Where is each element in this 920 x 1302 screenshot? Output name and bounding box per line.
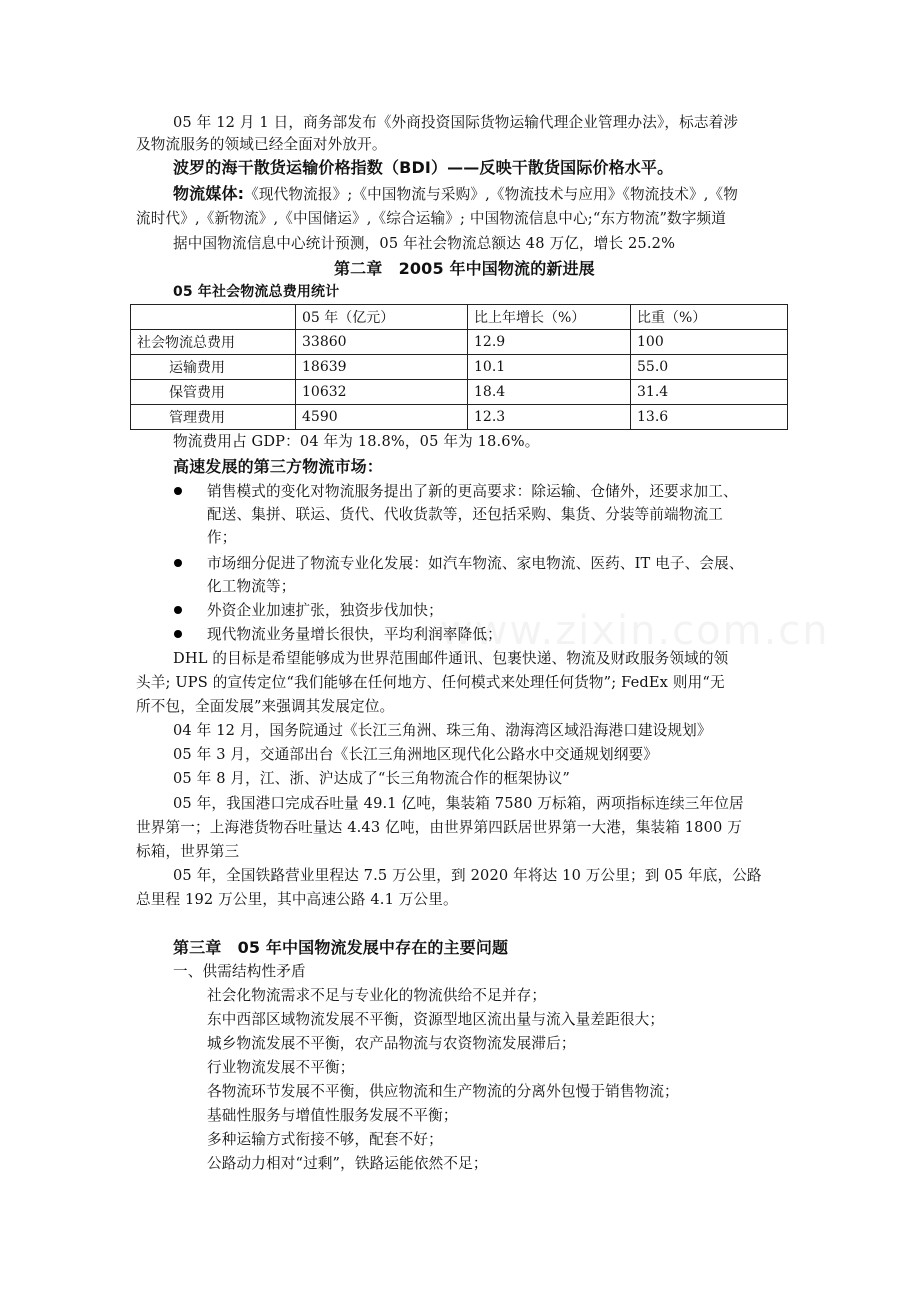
table-cell: 10632	[296, 380, 468, 405]
table-cell: 管理费用	[131, 405, 296, 430]
third-party-heading: 高速发展的第三方物流市场：	[173, 457, 383, 476]
paragraph-0508: 05 年 8 月，江、浙、沪达成了“长三角物流合作的框架协议”	[173, 770, 571, 787]
intro-line-2: 及物流服务的领域已经全面对外放开。	[136, 136, 387, 153]
dhl-line-1: DHL 的目标是希望能够成为世界范围邮件通讯、包裹快递、物流及财政服务领域的领	[173, 650, 729, 667]
table-cell: 10.1	[468, 355, 631, 380]
table-cell: 保管费用	[131, 380, 296, 405]
table-cell: 运输费用	[131, 355, 296, 380]
bullet-1-line-3: 作；	[207, 529, 237, 546]
chapter-2-title: 第二章 2005 年中国物流的新进展	[334, 259, 595, 278]
table-cell: 13.6	[631, 405, 788, 430]
bullet-3-line-1: 外资企业加速扩张，独资步伐加快；	[207, 602, 443, 619]
issue-item: 社会化物流需求不足与专业化的物流供给不足并存；	[207, 987, 547, 1004]
table-cell: 4590	[296, 405, 468, 430]
media-line-1	[173, 183, 738, 206]
table-cell: 33860	[296, 330, 468, 355]
table-cell: 31.4	[631, 380, 788, 405]
port-line-1: 05 年，我国港口完成吞吐量 49.1 亿吨，集装箱 7580 万标箱，两项指标连续三年位居	[173, 795, 744, 812]
paragraph-0412: 04 年 12 月，国务院通过《长江三角洲、珠三角、渤海湾区域沿海港口建设规划》	[173, 722, 712, 739]
paragraph-0503: 05 年 3 月，交通部出台《长江三角洲地区现代化公路水中交通规划纲要》	[173, 746, 658, 763]
issue-item: 多种运输方式衔接不够，配套不好；	[207, 1131, 443, 1148]
bullet-2-line-2: 化工物流等；	[207, 578, 296, 595]
issue-item: 基础性服务与增值性服务发展不平衡；	[207, 1107, 458, 1124]
bullet-1-line-1: 销售模式的变化对物流服务提出了新的更高要求：除运输、仓储外，还要求加工、	[207, 483, 738, 500]
table-row	[131, 355, 788, 380]
table-cell: 社会物流总费用	[131, 330, 296, 355]
table-cell: 12.9	[468, 330, 631, 355]
bdi-heading: 波罗的海干散货运输价格指数（BDI）——反映干散货国际价格水平。	[173, 158, 674, 177]
table-cell: 55.0	[631, 355, 788, 380]
bullet-dot	[174, 487, 182, 495]
issue-item: 行业物流发展不平衡；	[207, 1059, 355, 1076]
table-header-cell: 比重（%）	[631, 305, 788, 330]
media-line-2: 流时代》,《新物流》,《中国储运》,《综合运输》; 中国物流信息中心;“东方物流”数字频道	[136, 210, 727, 227]
issue-item: 公路动力相对“过剩”，铁路运能依然不足；	[207, 1155, 488, 1172]
issue-item: 各物流环节发展不平衡，供应物流和生产物流的分离外包慢于销售物流；	[207, 1083, 679, 1100]
bullet-dot	[174, 630, 182, 638]
bullet-4-line-1: 现代物流业务量增长很快，平均利润率降低；	[207, 626, 502, 643]
bullet-1-line-2: 配送、集拼、联运、货代、代收货款等，还包括采购、集货、分装等前端物流工	[207, 506, 724, 523]
port-line-3: 标箱，世界第三	[136, 843, 240, 860]
bullet-2-line-1: 市场细分促进了物流专业化发展：如汽车物流、家电物流、医药、IT 电子、会展、	[207, 555, 744, 572]
table-title: 05 年社会物流总费用统计	[173, 284, 340, 300]
table-cell: 18639	[296, 355, 468, 380]
dhl-line-2: 头羊; UPS 的宣传定位“我们能够在任何地方、任何模式来处理任何货物”; FedEx 则用“无	[136, 674, 725, 691]
chapter-3-title: 第三章 05 年中国物流发展中存在的主要问题	[173, 938, 509, 957]
table-row	[131, 330, 788, 355]
table-cell: 12.3	[468, 405, 631, 430]
media-list: 《现代物流报》;《中国物流与采购》,《物流技术与应用》《物流技术》,《物	[244, 186, 739, 203]
table-cell: 100	[631, 330, 788, 355]
table-row	[131, 405, 788, 430]
table-header-cell: 05 年（亿元）	[296, 305, 468, 330]
gdp-note: 物流费用占 GDP：04 年为 18.8%，05 年为 18.6%。	[173, 433, 540, 450]
table-cell: 18.4	[468, 380, 631, 405]
bullet-dot	[174, 606, 182, 614]
section-1-heading: 一、供需结构性矛盾	[173, 963, 306, 980]
cost-table	[130, 304, 788, 430]
rail-line-2: 总里程 192 万公里，其中高速公路 4.1 万公里。	[136, 891, 458, 908]
table-header-row	[131, 305, 788, 330]
issue-item: 城乡物流发展不平衡，农产品物流与农资物流发展滞后；	[207, 1035, 576, 1052]
media-label: 物流媒体:	[173, 184, 245, 203]
table-row	[131, 380, 788, 405]
forecast-line: 据中国物流信息中心统计预测，05 年社会物流总额达 48 万亿，增长 25.2%	[173, 235, 676, 252]
table-header-cell	[131, 305, 296, 330]
rail-line-1: 05 年，全国铁路营业里程达 7.5 万公里，到 2020 年将达 10 万公里；到 05 年底，公路	[173, 867, 762, 884]
dhl-line-3: 所不包，全面发展”来强调其发展定位。	[136, 698, 395, 715]
issue-item: 东中西部区域物流发展不平衡，资源型地区流出量与流入量差距很大；	[207, 1011, 665, 1028]
port-line-2: 世界第一；上海港货物吞吐量达 4.43 亿吨，由世界第四跃居世界第一大港，集装箱 1800 万	[136, 819, 743, 836]
bullet-dot	[174, 559, 182, 567]
intro-line-1: 05 年 12 月 1 日，商务部发布《外商投资国际货物运输代理企业管理办法》，标志着涉	[173, 114, 739, 131]
table-header-cell: 比上年增长（%）	[468, 305, 631, 330]
